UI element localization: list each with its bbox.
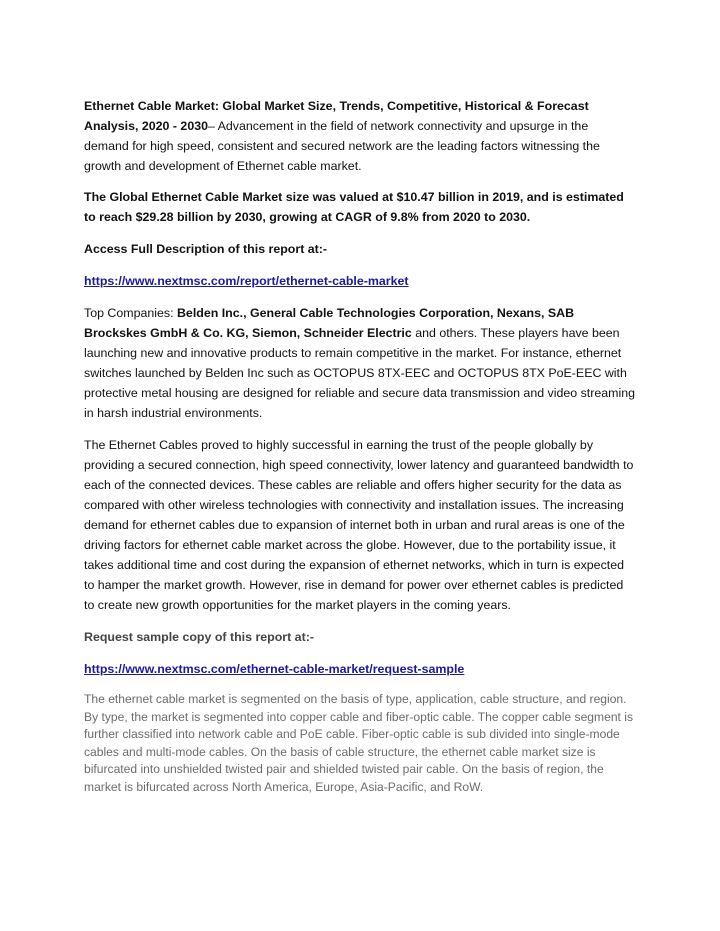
access-link-paragraph bbox=[84, 271, 636, 291]
top-companies-prefix: Top Companies: bbox=[84, 306, 177, 320]
report-link[interactable]: https://www.nextmsc.com/report/ethernet-cable-market bbox=[84, 274, 409, 288]
intro-paragraph bbox=[84, 96, 636, 176]
intro-text: – Advancement in the field of network connectivity and upsurge in the demand for high speed, consistent and secured network are the leading factors witnessing the growth and development of Ethernet cable market. bbox=[84, 119, 600, 173]
top-companies-names: Belden Inc., General Cable Technologies Corporation, Nexans, SAB Brockskes GmbH & Co. KG, Siemon, Schneider Electric bbox=[84, 306, 575, 340]
request-sample-label: Request sample copy of this report at:- bbox=[84, 630, 314, 644]
market-size-statement: The Global Ethernet Cable Market size was valued at $10.47 billion in 2019, and is estimated to reach $29.28 billion by 2030, growing at CAGR of 9.8% from 2020 to 2030. bbox=[84, 190, 624, 224]
segmentation-paragraph: The ethernet cable market is segmented on the basis of type, application, cable structure, and region. By type, the market is segmented into copper cable and fiber-optic cable. The copper cable segment is further classified into network cable and PoE cable. Fiber-optic cable is sub divided into single-mode cables and multi-mode cables. On the basis of cable structure, the ethernet cable market size is bifurcated into unshielded twisted pair and shielded twisted pair cable. On the basis of region, the market is bifurcated across North America, Europe, Asia-Pacific, and RoW. bbox=[84, 692, 634, 794]
request-sample-link[interactable]: https://www.nextmsc.com/ethernet-cable-market/request-sample bbox=[84, 662, 465, 676]
document-body bbox=[84, 96, 636, 808]
top-companies-paragraph bbox=[84, 303, 636, 423]
sample-link-paragraph bbox=[84, 659, 636, 679]
access-description-label: Access Full Description of this report at:- bbox=[84, 242, 328, 256]
top-companies-text: and others. These players have been launching new and innovative products to remain competitive in the market. For instance, ethernet switches launched by Belden Inc such as OCTOPUS 8TX-EEC and OCTOPUS 8TX PoE-EEC with protective metal housing are designed for reliable and secure data transmission and video streaming in harsh industrial environments. bbox=[84, 326, 636, 420]
report-title: Ethernet Cable Market: Global Market Size, Trends, Competitive, Historical & Forecast Analysis, 2020 - 2030 bbox=[84, 99, 589, 133]
body-paragraph: The Ethernet Cables proved to highly successful in earning the trust of the people globally by providing a secured connection, high speed connectivity, lower latency and guaranteed bandwidth to each of the connected devices. These cables are reliable and offers higher security for the data as compared with other wireless technologies with connectivity and installation issues. The increasing demand for ethernet cables due to expansion of internet both in urban and rural areas is one of the driving factors for ethernet cable market across the globe. However, due to the portability issue, it takes additional time and cost during the expansion of ethernet networks, which in turn is expected to hamper the market growth. However, rise in demand for power over ethernet cables is predicted to create new growth opportunities for the market players in the coming years. bbox=[84, 438, 634, 612]
